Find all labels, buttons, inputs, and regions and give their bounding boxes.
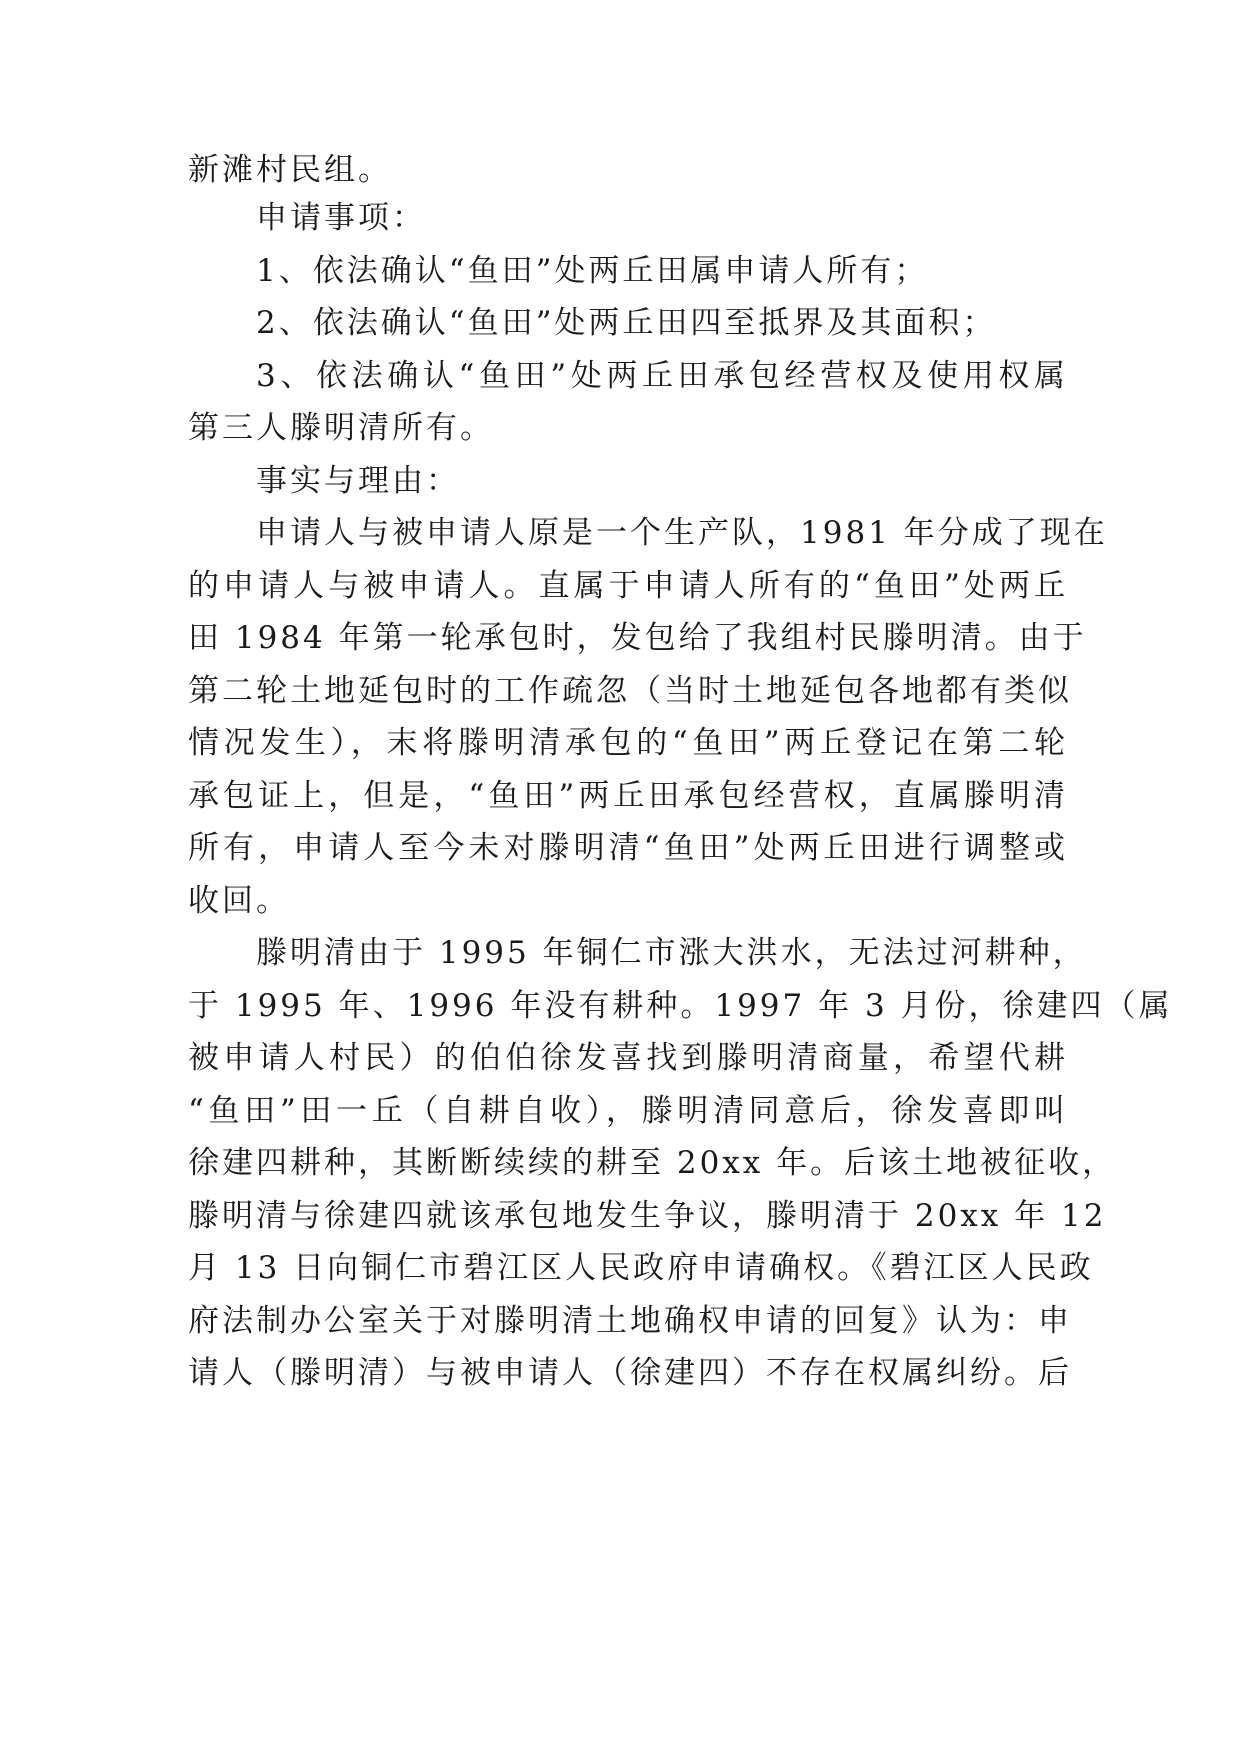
text-line: 新滩村民组。: [188, 152, 392, 188]
text-line: 徐建四耕种，其断断续续的耕至 20xx 年。后该土地被征收，: [188, 1145, 1117, 1181]
text-line: 滕明清与徐建四就该承包地发生争议，滕明清于 20xx 年 12: [188, 1198, 1107, 1234]
text-line: 于 1995 年、1996 年没有耕种。1997 年 3 月份，徐建四（属: [188, 988, 1173, 1024]
text-line: 收回。: [188, 883, 290, 919]
text-line: 情况发生），末将滕明清承包的“鱼田”两丘登记在第二轮: [188, 725, 1068, 761]
text-line: 申请人与被申请人原是一个生产队，1981 年分成了现在: [256, 515, 1108, 551]
section-heading: 申请事项：: [256, 200, 426, 236]
text-line: “鱼田”田一丘（自耕自收），滕明清同意后，徐发喜即叫: [188, 1093, 1068, 1129]
text-line: 滕明清由于 1995 年铜仁市涨大洪水，无法过河耕种，: [256, 935, 1087, 971]
text-line: 月 13 日向铜仁市碧江区人民政府申请确权。《碧江区人民政: [188, 1250, 1094, 1286]
text-line: 府法制办公室关于对滕明清土地确权申请的回复》认为：申: [188, 1303, 1072, 1339]
section-heading: 事实与理由：: [256, 463, 460, 499]
request-item: 3、依法确认“鱼田”处两丘田承包经营权及使用权属: [256, 358, 1068, 394]
text-line: 被申请人村民）的伯伯徐发喜找到滕明清商量，希望代耕: [188, 1040, 1068, 1076]
text-line: 所有，申请人至今未对滕明清“鱼田”处两丘田进行调整或: [188, 830, 1068, 866]
request-item: 1、依法确认“鱼田”处两丘田属申请人所有；: [256, 253, 929, 289]
text-line: 请人（滕明清）与被申请人（徐建四）不存在权属纠纷。后: [188, 1355, 1072, 1391]
text-line: 第三人滕明清所有。: [188, 410, 494, 446]
request-item: 2、依法确认“鱼田”处两丘田四至抵界及其面积；: [256, 305, 997, 341]
text-line: 的申请人与被申请人。直属于申请人所有的“鱼田”处两丘: [188, 568, 1068, 604]
text-line: 承包证上，但是，“鱼田”两丘田承包经营权，直属滕明清: [188, 778, 1068, 814]
text-line: 田 1984 年第一轮承包时，发包给了我组村民滕明清。由于: [188, 620, 1087, 656]
text-line: 第二轮土地延包时的工作疏忽（当时土地延包各地都有类似: [188, 673, 1072, 709]
